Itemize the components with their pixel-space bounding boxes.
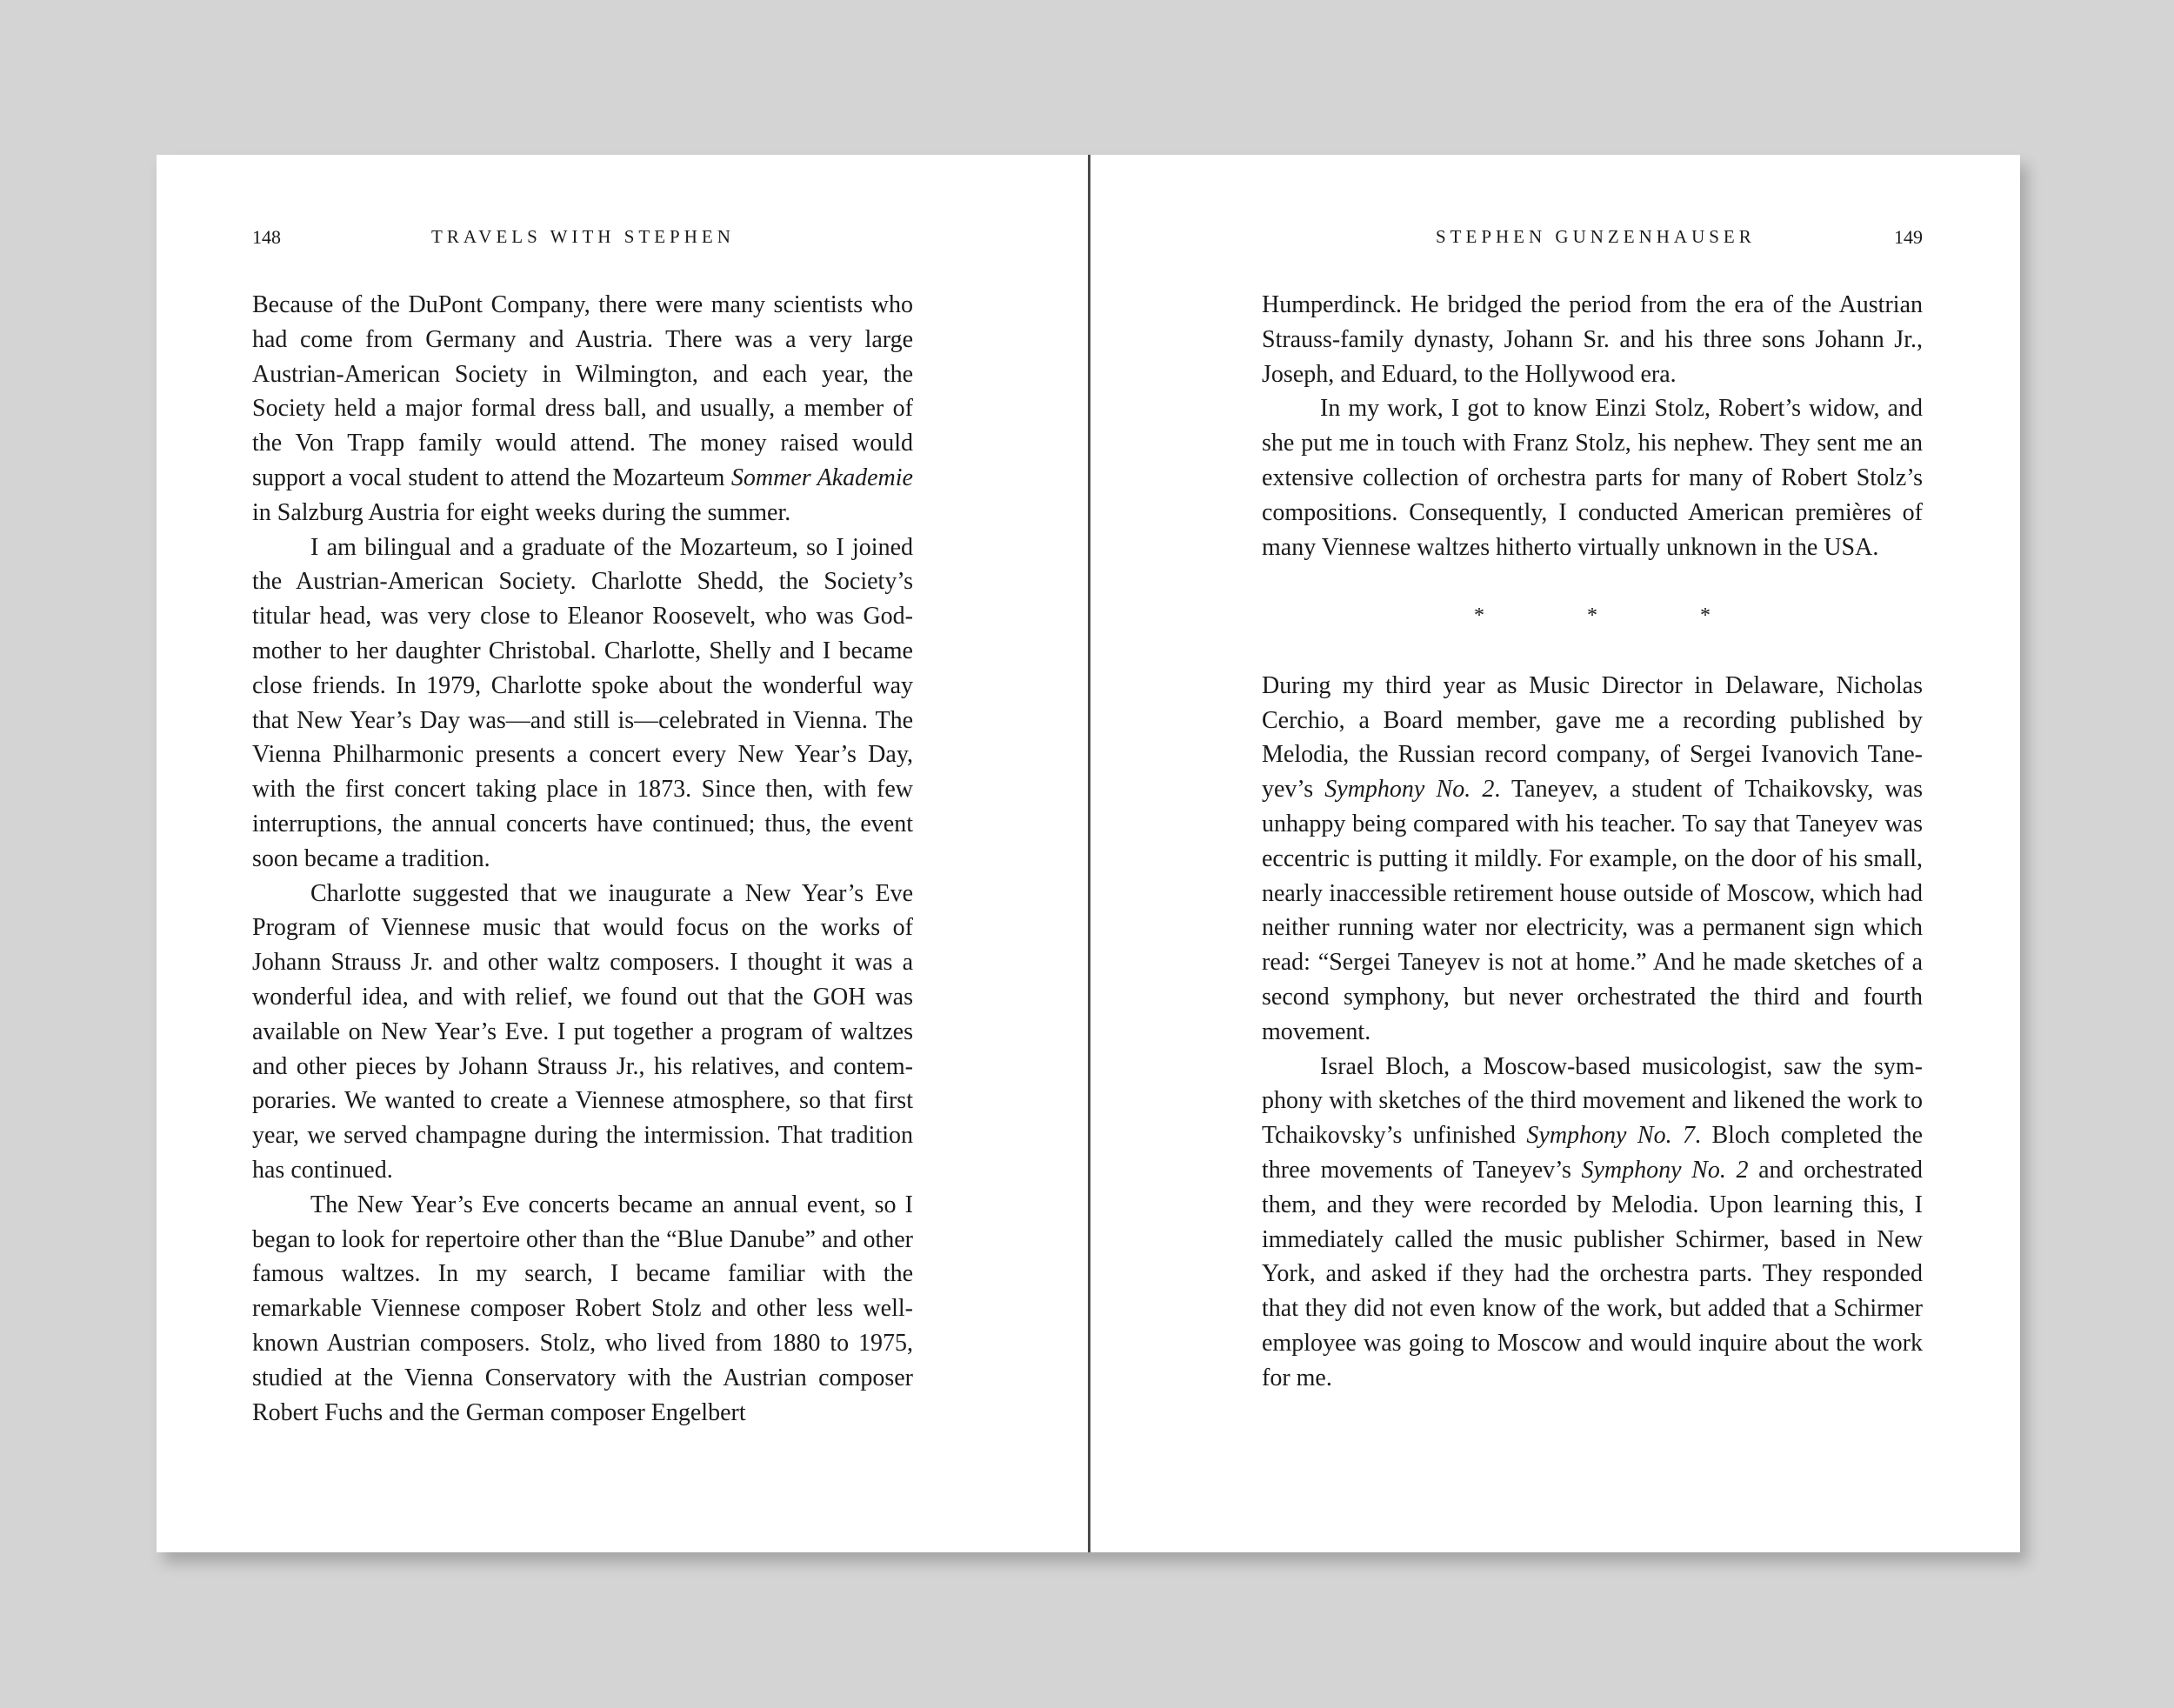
text-run: The New Year’s Eve concerts became an annual event, so I began to look for repertoire other than the “Blue Danube” and other famous waltzes. In my search, I became familiar with the remarkable Viennese composer Robert Stolz and other less well-known Austrian composers. Stolz, who lived from 1880 to 1975, studied at the Vienna Conservatory with the Austrian composer Robert Fuchs and the German composer Engelbert xyxy=(252,1191,913,1426)
running-head-right xyxy=(1262,226,1923,252)
text-run: Because of the DuPont Company, there were many scientists who had come from Germany and Austria. There was a very large Austrian-American Society in Wilmington, and each year, the Society held a major formal dress ball, and usually, a member of the Von Trapp family would attend. The money raised would support a vocal student to attend the Mozarteum xyxy=(252,291,913,491)
running-head-left xyxy=(252,226,913,252)
right-body-before-break xyxy=(1262,288,1923,564)
page-number-left: 148 xyxy=(252,226,281,248)
right-page-body xyxy=(1262,288,1923,1396)
italic-title: Symphony No. 7 xyxy=(1526,1122,1696,1150)
section-break: * * * xyxy=(1474,604,1759,628)
text-run: . Taneyev, a student of Tchaikovsky, was unhappy being compared with his teacher. To say that Taneyev was eccentric is putting it mildly. For example, on the door of his small, nearly inaccessible retirement house outside of Moscow, which had neither running water nor electricity, was a permanent sign which read: “Sergei Taneyev is not at home.” And he made sketches of a second symphony, but never orchestrated the third and fourth movement. xyxy=(1262,776,1923,1045)
page-number-right: 149 xyxy=(1894,226,1923,248)
running-head-title-left: TRAVELS WITH STEPHEN xyxy=(431,226,735,247)
text-run: in Salzburg Austria for eight weeks during the summer. xyxy=(252,498,791,526)
text-run: I am bilingual and a graduate of the Mozarteum, so I joined the Austrian-American Society. Charlotte Shedd, the Society’s titular head, was very close to Eleanor Roosevelt, who was Godmother to her daughter Christobal. Charlotte, Shelly and I became close friends. In 1979, Charlotte spoke about the wonderful way that New Year’s Day was—and still is—celebrated in Vienna. The Vienna Philharmonic presents a concert every New Year’s Day, with the first concert taking place in 1873. Since then, with few interruptions, the annual concerts have continued; thus, the event soon became a tradition. xyxy=(252,533,913,872)
text-run: and orchestrated them, and they were recorded by Melodia. Upon learning this, I immediately called the music publisher Schirmer, based in New York, and asked if they had the orchestra parts. They responded that they did not even know of the work, but added that a Schirmer employee was going to Moscow and would inquire about the work for me. xyxy=(1262,1156,1923,1391)
paragraph xyxy=(1262,1050,1923,1396)
paragraph xyxy=(252,288,913,530)
italic-title: Symphony No. 2 xyxy=(1324,776,1495,804)
paragraph xyxy=(1262,669,1923,1050)
paragraph xyxy=(252,877,913,1188)
text-run: Charlotte suggested that we inaugurate a New Year’s Eve Program of Viennese music that would focus on the works of Johann Strauss Jr. and other waltz composers. I thought it was a wonderful idea, and with relief, we found out that the GOH was available on New Year’s Eve. I put together a program of waltzes and other pieces by Johann Strauss Jr., his relatives, and contemporaries. We wanted to create a Viennese atmosphere, so that first year, we served champagne during the intermission. That tradition has continued. xyxy=(252,879,913,1184)
text-run: In my work, I got to know Einzi Stolz, Robert’s widow, and she put me in touch with Franz Stolz, his nephew. They sent me an extensive collection of orchestra parts for many of Robert Stolz’s compositions. Consequently, I conducted American premières of many Viennese waltzes hitherto virtually unknown in the USA. xyxy=(1262,395,1923,561)
gutter-line xyxy=(1088,155,1090,1552)
left-page-body xyxy=(252,288,913,1430)
paragraph xyxy=(1262,391,1923,564)
text-run: During my third year as Music Director in Delaware, Nicholas Cerchio, a Board member, gave me a recording published by Melodia, the Russian record company, of Sergei Ivanovich Taneyev’s xyxy=(1262,671,1923,804)
running-head-title-right: STEPHEN GUNZENHAUSER xyxy=(1436,226,1756,247)
book-spread xyxy=(157,155,2020,1552)
paragraph xyxy=(1262,288,1923,391)
paragraph xyxy=(252,1188,913,1431)
paragraph xyxy=(252,530,913,877)
text-run: Humperdinck. He bridged the period from the era of the Austrian Strauss-family dynasty, Johann Sr. and his three sons Johann Jr., Joseph, and Eduard, to the Hollywood era. xyxy=(1262,291,1923,388)
text-run: Israel Bloch, a Moscow-based musicologist, saw the symphony with sketches of the third movement and likened the work to Tchaikovsky’s unfinished xyxy=(1262,1052,1923,1150)
italic-title: Symphony No. 2 xyxy=(1581,1156,1749,1184)
italic-title: Sommer Akademie xyxy=(730,464,913,491)
text-run: . Bloch completed the three movements of Taneyev’s xyxy=(1262,1122,1923,1184)
right-body-after-break xyxy=(1262,669,1923,1396)
